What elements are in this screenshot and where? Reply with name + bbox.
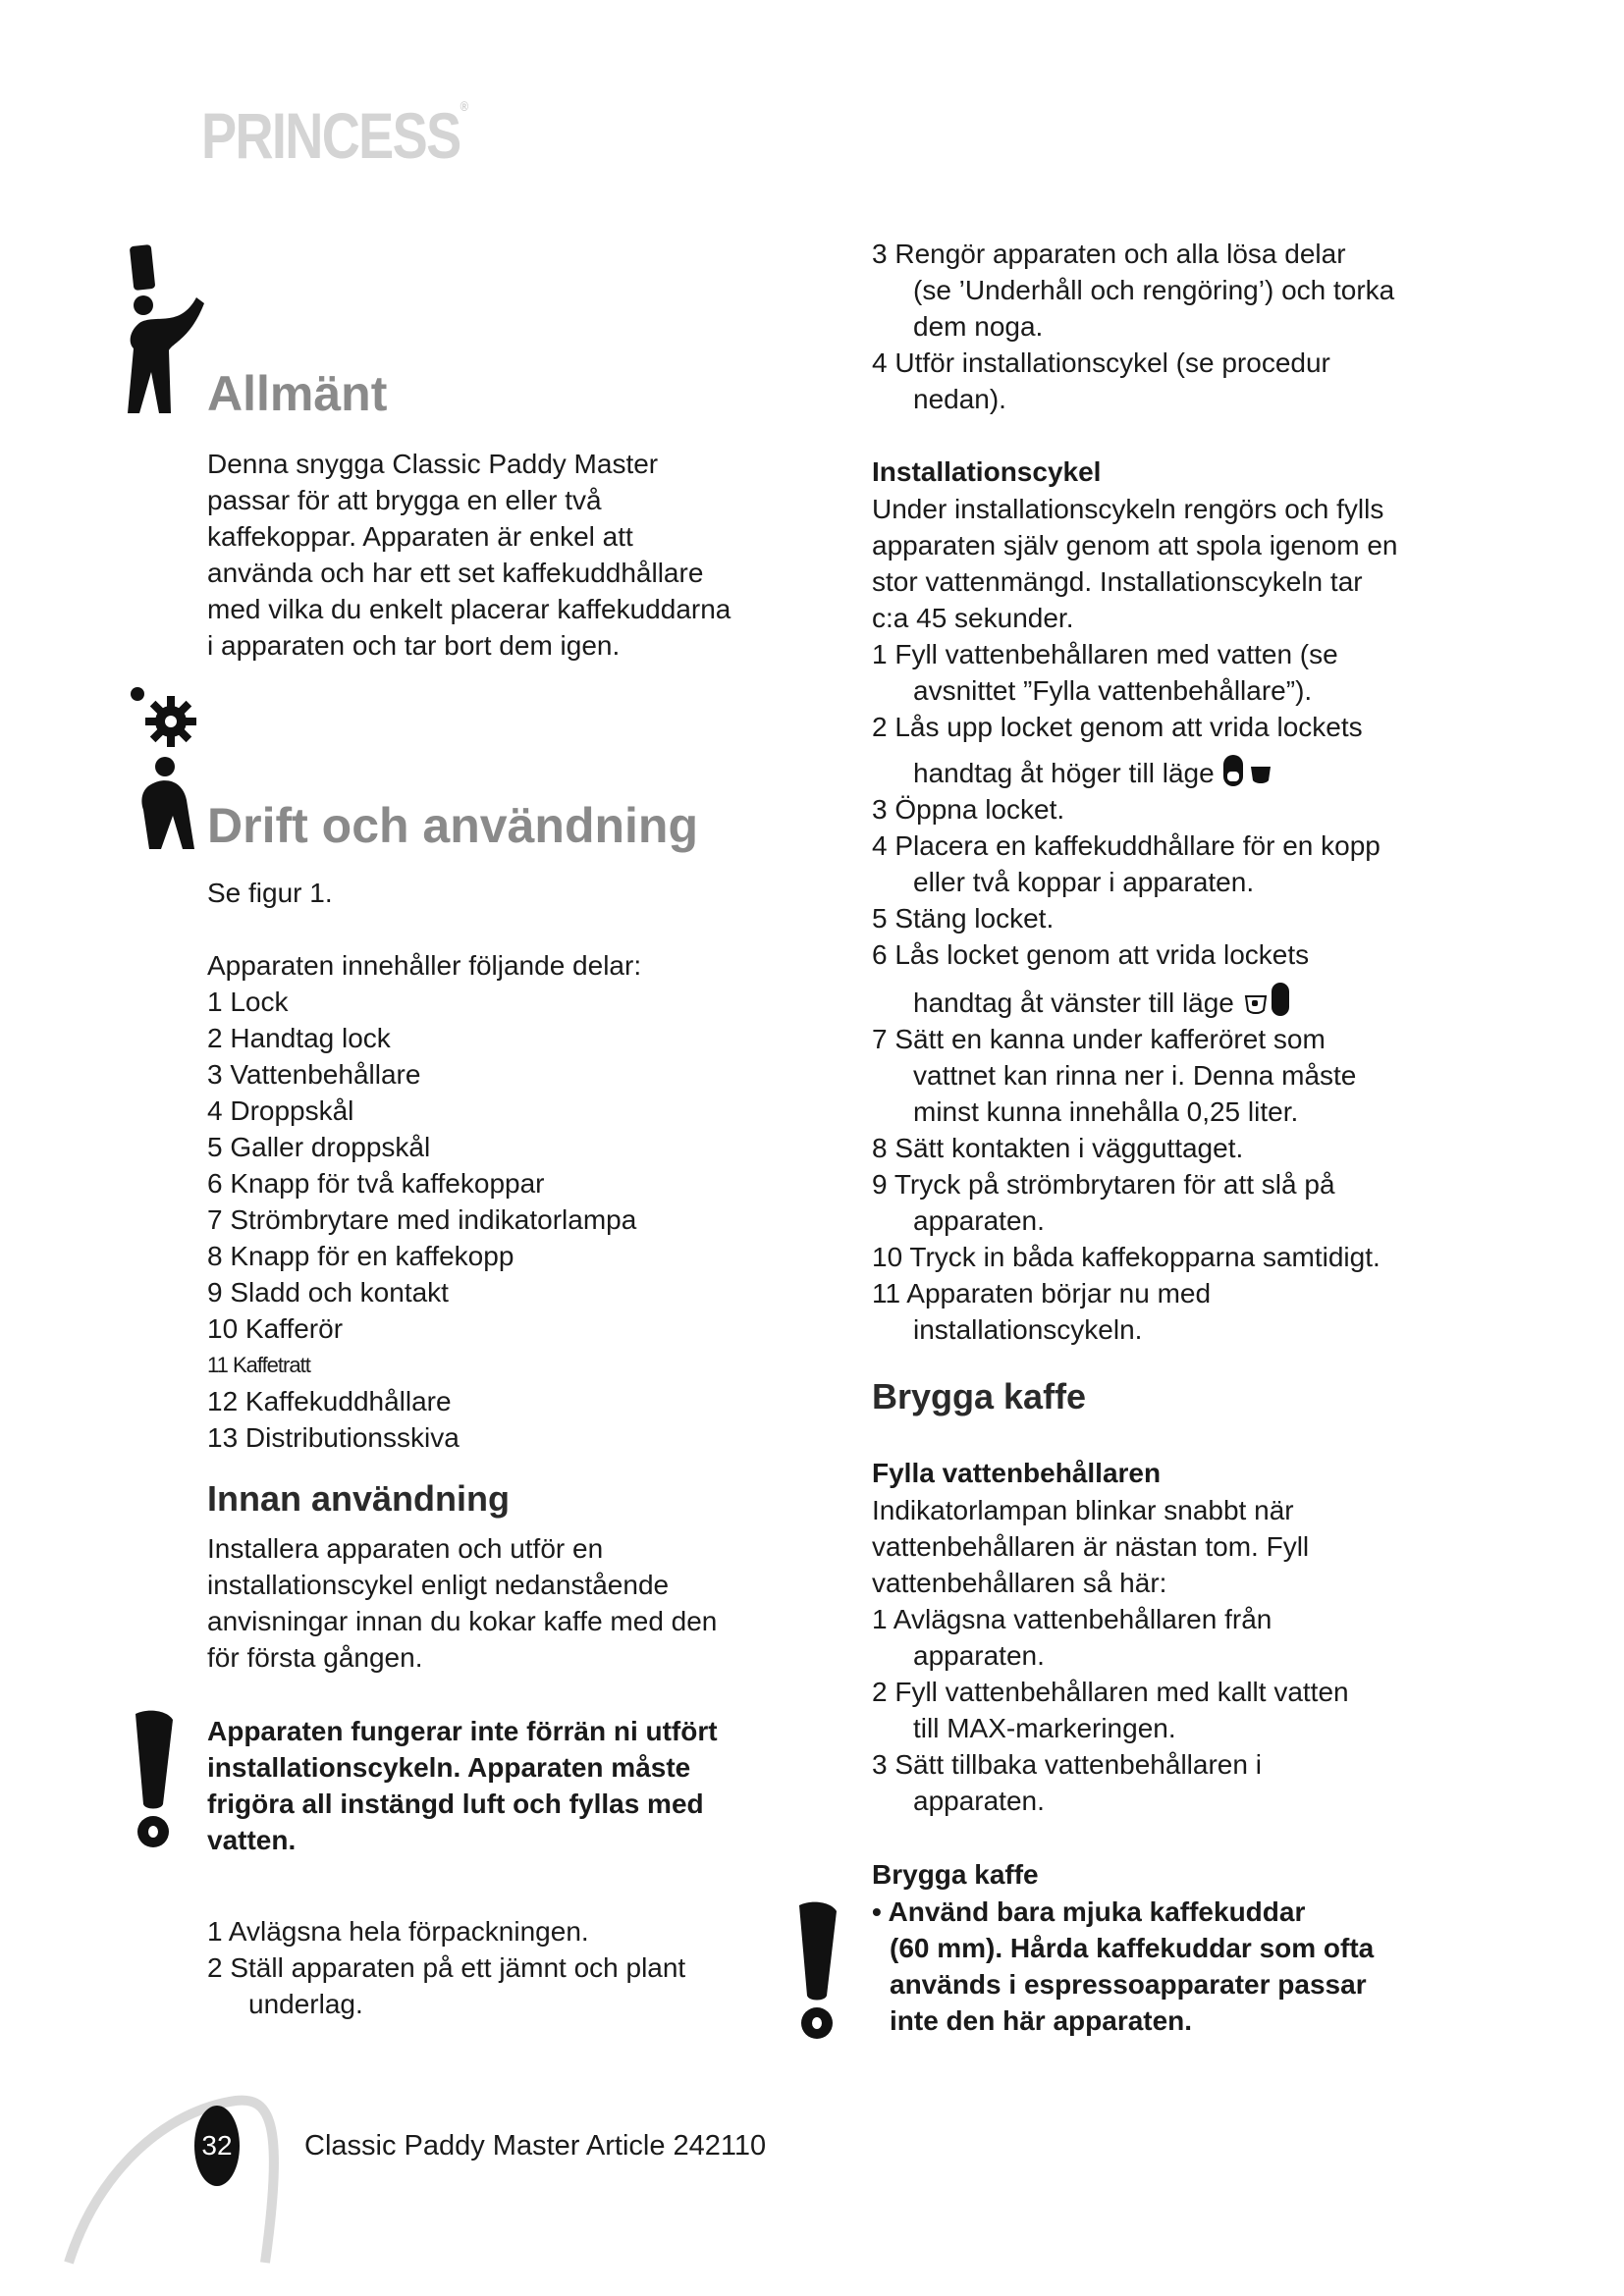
see-figure: Se figur 1. (207, 878, 333, 908)
heading-operation: Drift och användning (207, 798, 698, 853)
text-line: installationscykeln. Apparaten måste (207, 1752, 691, 1783)
parts-item: 6 Knapp för två kaffekoppar (207, 1168, 545, 1199)
text-line: Installera apparaten och utför en (207, 1533, 604, 1564)
install-cycle-content (872, 491, 1432, 1348)
text-line: vattenbehållaren så här: (872, 1568, 1167, 1598)
text-line: Apparaten fungerar inte förrän ni utfört (207, 1716, 718, 1746)
warning-soft-pods (872, 1894, 1441, 2039)
princess-logo: PRINCESS® (201, 98, 467, 172)
text-line: Indikatorlampan blinkar snabbt när (872, 1495, 1294, 1525)
warning-install-cycle (207, 1713, 777, 1858)
page-number: 32 (194, 2106, 240, 2186)
text-line: apparaten själv genom att spola igenom en (872, 530, 1398, 561)
list-item: 3 Öppna locket. (872, 794, 1065, 825)
text-line: (60 mm). Hårda kaffekuddar som ofta (890, 1933, 1375, 1963)
operation-content (207, 875, 777, 1456)
list-item: 7 Sätt en kanna under kafferöret som (872, 1024, 1326, 1054)
list-item-continuation: eller två koppar i apparaten. (913, 867, 1255, 897)
heading-install-cycle: Installationscykel (872, 456, 1102, 487)
list-item-continuation: till MAX-markeringen. (913, 1713, 1176, 1743)
list-item: 1 Fyll vattenbehållaren med vatten (se (872, 639, 1338, 669)
parts-item: 3 Vattenbehållare (207, 1059, 421, 1090)
list-item: 3 Rengör apparaten och alla lösa delar (872, 239, 1346, 269)
list-item-continuation: apparaten. (913, 1786, 1045, 1816)
gear-person-icon (126, 682, 209, 854)
text-line: kaffekoppar. Apparaten är enkel att (207, 521, 633, 552)
parts-item: 9 Sladd och kontakt (207, 1277, 449, 1308)
list-item: 2 Ställ apparaten på ett jämnt och plant (207, 1952, 686, 1983)
parts-item: 4 Droppskål (207, 1095, 354, 1126)
parts-item: 10 Kafferör (207, 1313, 344, 1344)
list-item: 1 Avlägsna hela förpackningen. (207, 1916, 589, 1947)
list-item-continuation: nedan). (913, 384, 1006, 414)
text-line: stor vattenmängd. Installationscykeln tar (872, 566, 1363, 597)
text-line: använda och har ett set kaffekuddhållare (207, 558, 704, 588)
parts-intro: Apparaten innehåller följande delar: (207, 950, 642, 981)
text-line: vattenbehållaren är nästan tom. Fyll (872, 1531, 1310, 1562)
text-line: används i espressoapparater passar (890, 1969, 1367, 2000)
list-item-continuation: underlag. (248, 1989, 363, 2019)
list-item-continuation: apparaten. (913, 1640, 1045, 1671)
general-paragraph (207, 446, 777, 664)
footer-text: Classic Paddy Master Article 242110 (304, 2130, 767, 2162)
text-line: med vilka du enkelt placerar kaffekuddarna (207, 594, 731, 624)
parts-item: 7 Strömbrytare med indikatorlampa (207, 1204, 637, 1235)
list-item: 8 Sätt kontakten i vägguttaget. (872, 1133, 1244, 1163)
list-item: 10 Tryck in båda kaffekopparna samtidigt. (872, 1242, 1380, 1272)
text-line: Under installationscykeln rengörs och fylls (872, 494, 1384, 524)
list-item-continuation: minst kunna innehålla 0,25 liter. (913, 1096, 1299, 1127)
text-line: passar för att brygga en eller två (207, 485, 602, 515)
parts-item: 8 Knapp för en kaffekopp (207, 1241, 514, 1271)
heading-brew-coffee-sub: Brygga kaffe (872, 1859, 1039, 1890)
list-item: 1 Avlägsna vattenbehållaren från (872, 1604, 1272, 1634)
list-item-continuation: apparaten. (913, 1205, 1045, 1236)
list-item-continuation: installationscykeln. (913, 1314, 1143, 1345)
list-item-continuation: (se ’Underhåll och rengöring’) och torka (913, 275, 1395, 305)
lock-position-icon (1242, 981, 1293, 1018)
list-item-continuation: avsnittet ”Fylla vattenbehållare”). (913, 675, 1313, 706)
page-curve-decoration (59, 2081, 295, 2268)
steps-continued (872, 236, 1432, 417)
list-item: 6 Lås locket genom att vrida lockets (872, 939, 1310, 970)
list-item: 4 Utför installationscykel (se procedur (872, 347, 1330, 378)
list-item: 4 Placera en kaffekuddhållare för en kopp (872, 830, 1380, 861)
list-item-lock (872, 981, 1432, 1021)
list-item: 2 Fyll vattenbehållaren med kallt vatten (872, 1677, 1349, 1707)
text-line: för första gången. (207, 1642, 423, 1673)
list-item: 11 Apparaten börjar nu med (872, 1278, 1212, 1308)
list-item: 2 Lås upp locket genom att vrida lockets (872, 712, 1363, 742)
heading-before-use: Innan användning (207, 1478, 511, 1519)
list-item: 9 Tryck på strömbrytaren för att slå på (872, 1169, 1335, 1200)
before-use-paragraph (207, 1530, 777, 1676)
heading-general: Allmänt (207, 366, 388, 421)
heading-fill-reservoir: Fylla vattenbehållaren (872, 1458, 1162, 1488)
list-item-continuation: handtag åt vänster till läge (913, 988, 1234, 1018)
list-item: 3 Sätt tillbaka vattenbehållaren i (872, 1749, 1262, 1780)
parts-item: 1 Lock (207, 987, 289, 1017)
text-line: vatten. (207, 1825, 297, 1855)
unlock-position-icon (1221, 753, 1272, 788)
list-item-continuation: vattnet kan rinna ner i. Denna måste (913, 1060, 1357, 1091)
text-line: i apparaten och tar bort dem igen. (207, 630, 621, 661)
list-item-unlock (872, 753, 1432, 791)
list-item-continuation: dem noga. (913, 311, 1044, 342)
list-item-continuation: handtag åt höger till läge (913, 758, 1215, 788)
fill-reservoir-content (872, 1492, 1432, 1819)
text-line: c:a 45 sekunder. (872, 603, 1074, 633)
parts-item: 5 Galler droppskål (207, 1132, 431, 1162)
heading-brew-coffee: Brygga kaffe (872, 1376, 1087, 1416)
text-line: • Använd bara mjuka kaffekuddar (872, 1896, 1306, 1927)
warning-icon (791, 1899, 842, 2047)
text-line: frigöra all instängd luft och fyllas med (207, 1789, 704, 1819)
parts-item: 13 Distributionsskiva (207, 1422, 460, 1453)
exclamation-person-icon (126, 240, 209, 417)
text-line: Denna snygga Classic Paddy Master (207, 449, 659, 479)
text-line: anvisningar innan du kokar kaffe med den (207, 1606, 718, 1636)
text-line: installationscykel enligt nedanstående (207, 1570, 670, 1600)
list-item: 5 Stäng locket. (872, 903, 1055, 934)
parts-item: 2 Handtag lock (207, 1023, 391, 1053)
parts-item: 11 Kaffetratt (207, 1353, 310, 1377)
parts-item: 12 Kaffekuddhållare (207, 1386, 452, 1416)
warning-icon (128, 1708, 179, 1855)
text-line: inte den här apparaten. (890, 2005, 1193, 2036)
before-use-steps (207, 1913, 777, 2022)
